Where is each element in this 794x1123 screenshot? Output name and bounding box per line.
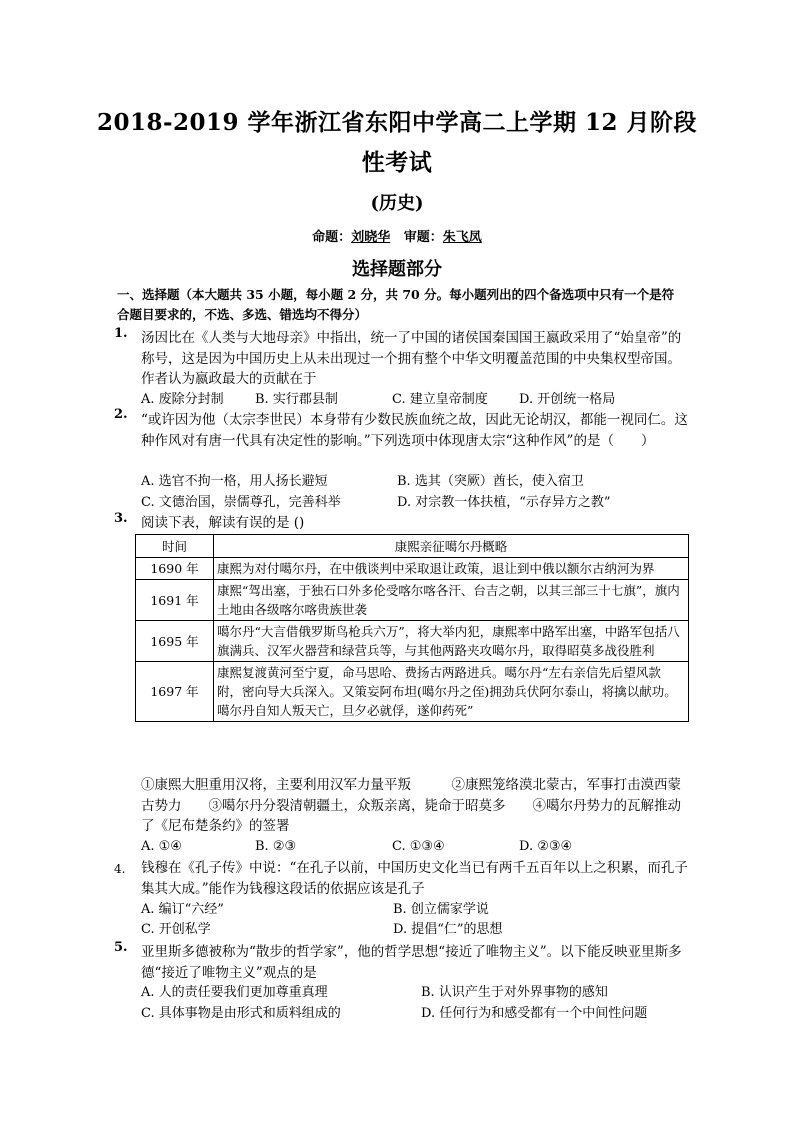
question-statements: ①康熙大胆重用汉将，主要利用汉军力量平叛 ②康熙笼络漠北蒙古，军事打击漠西蒙古势力 ③噶尔丹分裂清朝疆土，众叛亲离，毙命于昭莫多 ④噶尔丹势力的瓦解推动了《尼布楚条约》的签署: [141, 777, 681, 834]
kangxi-campaign-table: [135, 534, 689, 722]
option-d: D. 对宗教一体扶植，“示存异方之教”: [397, 495, 611, 510]
table-cell-content: 康熙“驾出塞，于独石口外多伦受喀尔喀各汗、台吉之朝，以其三部三十七旗”，旗内土地由各级喀尔喀贵族世袭: [214, 580, 689, 621]
table-cell-year: 1691 年: [136, 580, 214, 621]
question-stem: “或许因为他（太宗李世民）本身带有少数民族血统之故，因此无论胡汉，都能一视同仁。这种作风对有唐一代具有决定性的影响。”下列选项中体现唐太宗“这种作风”的是（ ）: [141, 412, 688, 449]
option-d: D. 开创统一格局: [519, 392, 616, 407]
subject-label: (历史): [370, 193, 424, 214]
option-a: A. 废除分封制: [141, 392, 224, 407]
option-a: A. 选官不拘一格，用人扬长避短: [141, 474, 328, 489]
table-row: [136, 662, 689, 722]
option-a: A. 人的责任要我们更加尊重真理: [141, 985, 328, 1000]
authors-line: [0, 226, 794, 245]
option-c: C. 具体事物是由形式和质料组成的: [141, 1006, 341, 1021]
table-cell-content: 康熙复渡黄河至宁夏，命马思哈、费扬古两路进兵。噶尔丹“左右亲信先后望风款附，密向导大兵深入。又策妄阿布坦(噶尔丹之侄)拥劲兵伏阿尔泰山，将擒以献功。噶尔丹自知人叛天亡，旦夕必就俘，遂仰药死”: [214, 662, 689, 722]
question-number: 5.: [114, 940, 128, 955]
table-cell-content: 噶尔丹“大言借俄罗斯鸟枪兵六万”，将大举内犯，康熙率中路军出塞，中路军包括八旗满兵、汉军火器营和绿营兵等，与其他两路夹攻噶尔丹，取得昭莫多战役胜利: [214, 621, 689, 662]
table-header-cell: 康熙亲征噶尔丹概略: [214, 535, 689, 558]
question-stem: 汤因比在《人类与大地母亲》中指出，统一了中国的诸侯国秦国国王嬴政采用了“始皇帝”的称号，这是因为中国历史上从未出现过一个拥有整个中华文明覆盖范围的中央集权型帝国。作者认为嬴政最大的贡献在于: [141, 330, 682, 387]
question-number: 1.: [114, 326, 128, 341]
table-cell-year: 1690 年: [136, 558, 214, 580]
setter-label: 命题：: [312, 230, 352, 245]
option-c: C. 文德治国，崇儒尊孔，完善科举: [141, 495, 341, 510]
reviewer-name: 朱飞凤: [442, 230, 482, 245]
table-header-row: [136, 535, 689, 558]
table-row: [136, 580, 689, 621]
question-stem: 亚里斯多德被称为“散步的哲学家”，他的哲学思想“接近了唯物主义”。以下能反映亚里斯多德“接近了唯物主义”观点的是: [141, 944, 682, 981]
option-b: B. ②③: [255, 839, 297, 854]
option-b: B. 选其（突厥）酋长，使入宿卫: [397, 474, 584, 489]
table-row: [136, 558, 689, 580]
setter-name: 刘晓华: [351, 230, 391, 245]
question-number: 2.: [114, 407, 128, 422]
option-b: B. 实行郡县制: [255, 392, 338, 407]
table-cell-year: 1695 年: [136, 621, 214, 662]
option-b: B. 创立儒家学说: [393, 902, 489, 917]
option-d: D. 提倡“仁”的思想: [393, 922, 503, 937]
option-d: D. ②③④: [519, 839, 573, 854]
exam-title-line2: 性考试: [361, 149, 433, 176]
question-stem: 钱穆在《孔子传》中说：“在孔子以前，中国历史文化当已有两千五百年以上之积累，而孔子集其大成。”能作为钱穆这段话的依据应该是孔子: [141, 860, 688, 897]
question-stem: 阅读下表，解读有误的是 (): [141, 515, 305, 531]
section-title: 选择题部分: [352, 259, 442, 280]
option-a: A. 编订“六经”: [141, 902, 224, 917]
option-c: C. ①③④: [392, 839, 445, 854]
table-cell-year: 1697 年: [136, 662, 214, 722]
table-cell-content: 康熙为对付噶尔丹，在中俄谈判中采取退让政策，退让到中俄以额尔古纳河为界: [214, 558, 689, 580]
option-c: C. 建立皇帝制度: [392, 392, 488, 407]
exam-title-line1: 2018-2019 学年浙江省东阳中学高二上学期 12 月阶段: [96, 109, 698, 136]
option-c: C. 开创私学: [141, 922, 211, 937]
question-number: 3.: [114, 511, 128, 526]
question-number: 4.: [114, 862, 126, 876]
option-a: A. ①④: [141, 839, 182, 854]
reviewer-label: 审题：: [403, 230, 443, 245]
option-b: B. 认识产生于对外界事物的感知: [421, 985, 608, 1000]
option-d: D. 任何行为和感受都有一个中间性问题: [421, 1006, 648, 1021]
section-intro: 一、选择题（本大题共 35 小题，每小题 2 分，共 70 分。每小题列出的四个备选项中只有一个是符合题目要求的，不选、多选、错选均不得分）: [117, 287, 675, 322]
table-row: [136, 621, 689, 662]
table-header-cell: 时间: [136, 535, 214, 558]
